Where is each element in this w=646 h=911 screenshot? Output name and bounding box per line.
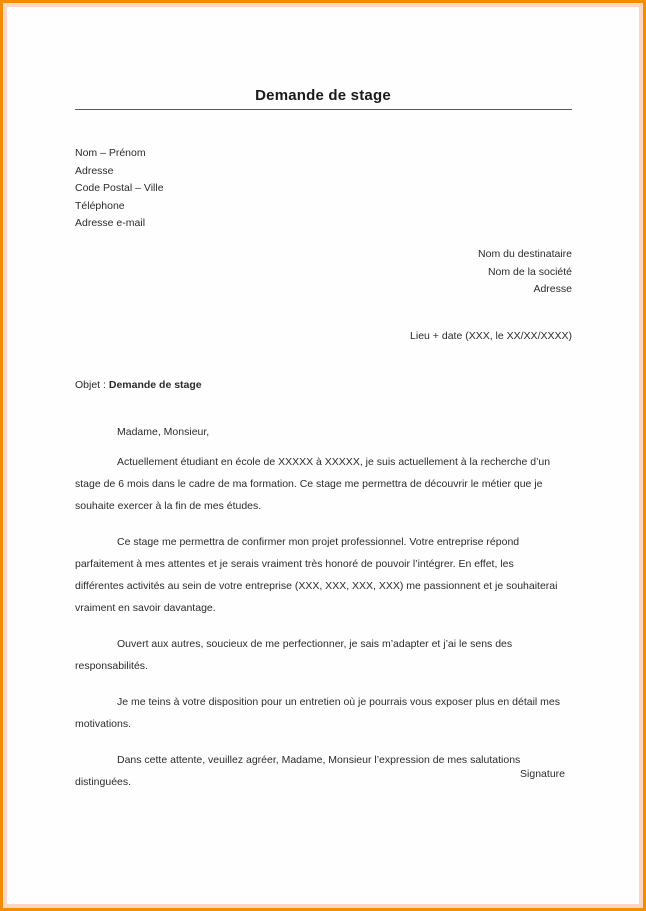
recipient-line-address: Adresse <box>533 283 572 295</box>
title-divider <box>75 109 572 110</box>
sender-line-postal-city: Code Postal – Ville <box>75 182 164 194</box>
recipient-line-name: Nom du destinataire <box>478 248 572 260</box>
sender-line-email: Adresse e-mail <box>75 217 146 229</box>
document-title: Demande de stage <box>255 87 391 104</box>
sender-line-address: Adresse <box>75 164 114 177</box>
recipient-line-company: Nom de la société <box>487 265 572 278</box>
letter-body <box>75 451 565 793</box>
salutation-line: Madame, Monsieur, <box>117 426 210 438</box>
body-paragraph: Je me teins à votre disposition pour un entretien où je pourrais vous exposer plus en détail mes motivations. <box>75 696 560 730</box>
recipient-address-block <box>307 246 572 299</box>
signature-label: Signature <box>520 768 565 780</box>
sender-line-phone: Téléphone <box>75 199 125 212</box>
subject-label: Objet : <box>75 379 106 391</box>
body-paragraph: Actuellement étudiant en école de XXXXX à XXXXX, je suis actuellement à la recherche d’un stage de 6 mois dans le cadre de ma formation. Ce stage me permettra de découvrir le métier que je souhaite exercer à la fin de mes études. <box>75 456 551 512</box>
body-paragraph: Ce stage me permettra de confirmer mon projet professionnel. Votre entreprise répond parfaitement à mes attentes et je serais vraiment très honoré de pouvoir l’intégrer. En effet, les différentes activités au sein de votre entreprise (XXX, XXX, XXX, XXX) me passionnent et je souhaiterai vraiment en savoir davantage. <box>75 536 558 614</box>
document-page <box>7 7 639 904</box>
body-paragraph: Ouvert aux autres, soucieux de me perfectionner, je sais m’adapter et j’ai le sens des responsabilités. <box>75 638 513 672</box>
body-paragraph: Dans cette attente, veuillez agréer, Madame, Monsieur l’expression de mes salutations distinguées. <box>75 754 521 788</box>
place-and-date-line: Lieu + date (XXX, le XX/XX/XXXX) <box>410 330 572 342</box>
subject-line <box>75 377 505 395</box>
subject-value: Demande de stage <box>108 379 202 391</box>
sender-address-block <box>75 145 335 233</box>
sender-line-name: Nom – Prénom <box>75 147 146 159</box>
